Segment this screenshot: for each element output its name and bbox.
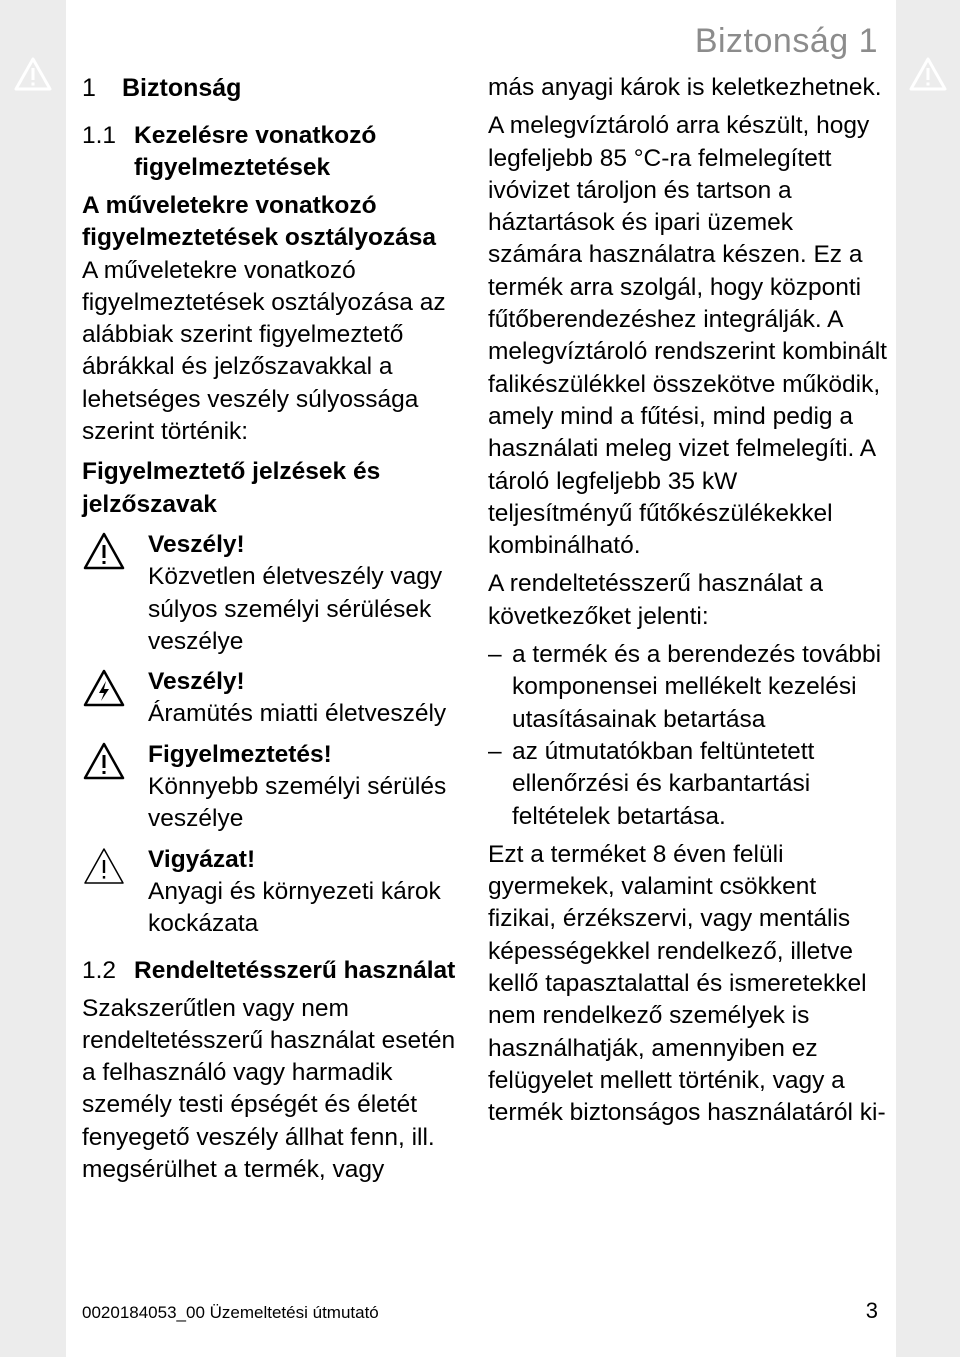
warning-title: Veszély!	[148, 668, 245, 696]
electric-shock-icon	[82, 668, 126, 708]
subsection-number: 1.1	[82, 122, 117, 149]
page-number: 3	[865, 1298, 878, 1323]
warning-triangle-icon	[908, 56, 948, 92]
document-number: 0020184053_00 Üzemeltetési útmutató	[82, 1303, 379, 1322]
right-column	[488, 72, 888, 1130]
left-column	[82, 72, 462, 1186]
warning-item	[82, 739, 462, 836]
warning-text: Anyagi és környezeti károk kockázata	[148, 877, 441, 938]
tank-description-paragraph: A melegvíztároló arra készült, hogy legfeljebb 85 °C-ra felmelegített ivóvizet tároljon és tartson a háztartások és ipari üzemek számára használatra készen. Ez a termék arra szolgál, hogy központi fűtőberendezéshez integrálják. A melegvíztároló rendszerint kombinált falikészülékkel összekötve működik, amely mind a fűtési, mind pedig a használati meleg vizet felmelegíti. A tároló legfeljebb 35 kW teljesítményű fűtőkészülékekkel kombinálható.	[488, 112, 887, 560]
warning-text: Áramütés miatti életveszély	[148, 700, 447, 728]
subsection-title: Kezelésre vonatkozó figyelmeztetések	[134, 122, 377, 181]
subsection-heading-1-1	[82, 120, 462, 184]
usage-paragraph-continued: más anyagi károk is keletkezhetnek.	[488, 74, 882, 101]
list-item: – az útmutatókban feltüntetett ellenőrzési és karbantartási feltételek betartása.	[488, 737, 815, 830]
list-item: – a termék és a berendezés további komponensei mellékelt kezelési utasításainak betartása	[488, 641, 882, 733]
warning-triangle-icon	[82, 741, 126, 781]
signals-heading: Figyelmeztető jelzések és jelzőszavak	[82, 458, 381, 518]
section-heading	[82, 72, 462, 104]
warning-text: Közvetlen életveszély vagy súlyos személyi sérülések veszélye	[148, 563, 443, 655]
section-number: 1	[82, 74, 96, 102]
warning-item	[82, 666, 462, 731]
warning-triangle-icon	[13, 56, 53, 92]
intended-use-intro: A rendeltetésszerű használat a következőket jelenti:	[488, 570, 824, 630]
warning-triangle-icon	[82, 531, 126, 571]
running-header: Biztonság 1	[694, 22, 878, 60]
warning-title: Veszély!	[148, 530, 245, 558]
intended-use-list	[488, 639, 888, 833]
warning-item	[82, 529, 462, 658]
warning-text: Könnyebb személyi sérülés veszélye	[148, 773, 447, 833]
classification-paragraph: A műveletekre vonatkozó figyelmeztetések osztályozása az alábbiak szerint figyelmeztető ábrákkal és jelzőszavakkal a lehetséges veszély súlyossága szerint történik:	[82, 256, 446, 446]
caution-triangle-icon	[82, 846, 126, 886]
warning-item	[82, 844, 462, 941]
warning-title: Figyelmeztetés!	[148, 740, 332, 768]
left-side-band	[0, 0, 66, 1357]
classification-heading: A műveletekre vonatkozó figyelmeztetések osztályozása	[82, 192, 437, 252]
children-usage-paragraph: Ezt a terméket 8 éven felüli gyermekek, valamint csökkent fizikai, érzékszervi, vagy mentális képességekkel rendelkező, illetve kellő tapasztalattal és ismeretekkel nem rendelkező személyek is használhatják, amennyiben ez felügyelet mellett történik, vagy a termék biztonságos használatáról ki-	[488, 840, 886, 1127]
section-title: Biztonság	[122, 74, 242, 102]
right-side-band	[896, 0, 960, 1357]
subsection-title: Rendeltetésszerű használat	[134, 956, 456, 984]
usage-paragraph: Szakszerűtlen vagy nem rendeltetésszerű használat esetén a felhasználó vagy harmadik személy testi épségét és életét fenyegető veszély állhat fenn, ill. megsérülhet a termék, vagy	[82, 994, 456, 1184]
subsection-heading-1-2	[82, 955, 462, 987]
subsection-number: 1.2	[82, 956, 117, 984]
warning-title: Vigyázat!	[148, 845, 256, 873]
footer	[82, 1298, 878, 1324]
